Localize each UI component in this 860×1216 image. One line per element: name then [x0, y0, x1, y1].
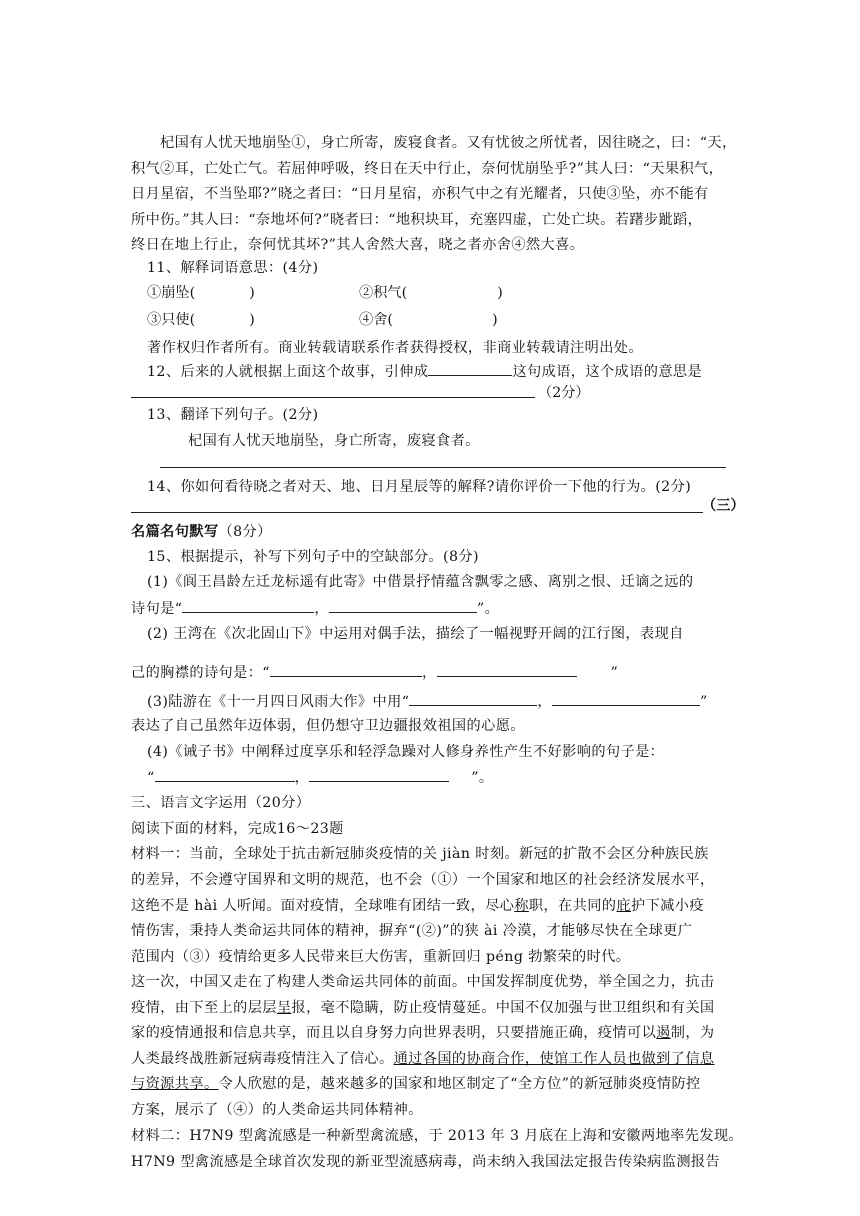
m1-l8-text-b: 制，为 — [670, 1025, 715, 1041]
q15-p3-text: (3)陆游在《十一月四日风雨大作》中用“ — [147, 694, 410, 710]
section-score: （8分） — [218, 524, 272, 540]
m1-l3-text-a: 这绝不是 hài 人听闻。面对疫情，全球唯有团结一致，尽心 — [131, 898, 515, 914]
material-1-line-1: 材料一：当前，全球处于抗击新冠肺炎疫情的关 jiàn 时刻。新冠的扩散不会区分种族民族 — [131, 846, 709, 862]
passage-line-5: 终日在地上行止，奈何忧其坏?”其人舍然大喜，晓之者亦舍④然大喜。 — [131, 237, 585, 253]
q15-part-1-line-1: (1)《阆王昌龄左迁龙标遥有此寄》中借景抒情蕴含飘零之感、离别之恨、迁谪之远的 — [147, 574, 694, 590]
q12-score: （2分） — [538, 385, 590, 401]
q12-text-post: 这句成语，这个成语的意思是 — [512, 364, 703, 380]
q14-answer-line[interactable] — [131, 512, 703, 513]
q15-p1-blank-1[interactable] — [182, 598, 314, 613]
passage-line-4: 所中伤。”其人曰：“奈地坏何?”晓者曰：“地积块耳，充塞四虚，亡处亡块。若躇步跐蹈， — [131, 212, 703, 228]
q15-p3-comma: ， — [537, 694, 552, 710]
question-12 — [147, 361, 747, 382]
q15-part-3-line-1 — [147, 691, 747, 712]
m1-l9-underlined-sentence: 通过各国的协商合作，使馆工作人员也做到了信息 — [393, 1051, 715, 1067]
q11-item-4: ④舍( ) — [359, 312, 498, 328]
q11-item-3: ③只使( ) — [147, 312, 255, 328]
material-1-line-4: 情伤害，秉持人类命运共同体的精神，摒弃“(②)”的狭 ài 冷漠，才能够尽快在全球更广 — [131, 923, 693, 939]
material-1-line-2: 的差异，不会遵守国界和文明的规范，也不会（①）一个国家和地区的社会经济发展水平， — [131, 872, 715, 888]
q15-p3-blank-1[interactable] — [409, 691, 537, 706]
q15-p1-open-quote: 诗句是“ — [131, 601, 183, 617]
q15-part-2-line-1: (2) 王湾在《次北固山下》中运用对偶手法，描绘了一幅视野开阔的江行图，表现自 — [147, 626, 684, 642]
m1-l7-text-a: 疫情，由下至上的层层 — [131, 1000, 277, 1016]
q15-p3-blank-2[interactable] — [552, 691, 700, 706]
q15-part-4-line-1: (4)《诫子书》中阐释过度享乐和轻浮急躁对人修身养性产生不好影响的句子是： — [147, 744, 665, 760]
material-1-line-5: 范围内（③）疫情给更多人民带来巨大伤害，重新回归 péng 勃繁荣的时代。 — [131, 949, 631, 965]
question-15-stem: 15、根据提示，补写下列句子中的空缺部分。(8分) — [147, 549, 479, 565]
part-3-instructions: 阅读下面的材料，完成16～23题 — [131, 821, 344, 837]
material-1-line-6: 这一次，中国又走在了构建人类命运共同体的前面。中国发挥制度优势，举全国之力，抗击 — [131, 974, 715, 990]
m1-l7-text-b: 报，毫不隐瞒，防止疫情蔓延。中国不仅加强与世卫组织和有关国 — [291, 1000, 715, 1016]
m1-l8-underlined-char: 遏 — [656, 1025, 671, 1041]
section-famous-lines — [131, 522, 731, 542]
m1-l10-underlined-sentence: 与资源共享。 — [131, 1076, 219, 1092]
q12-answer-line[interactable] — [131, 397, 535, 398]
q15-p3-close-quote: ” — [699, 694, 708, 710]
question-13-sentence: 杞国有人忧天地崩坠，身亡所寄，废寝食者。 — [188, 433, 480, 449]
m1-l3-underlined-char-1: 称 — [514, 898, 529, 914]
q13-answer-line[interactable] — [160, 467, 726, 468]
q15-p1-close-quote: ”。 — [477, 601, 500, 617]
q15-p1-comma: ， — [314, 601, 330, 617]
material-1-line-7 — [131, 998, 731, 1018]
copyright-notice: 著作权归作者所有。商业转载请联系作者获得授权，非商业转载请注明出处。 — [147, 340, 643, 356]
q15-p4-close-quote: ”。 — [471, 770, 494, 786]
q15-part-4-line-2 — [147, 767, 747, 788]
question-14-stem: 14、你如何看待晓之者对天、地、日月星辰等的解释?请你评价一下他的行为。(2分) — [147, 479, 692, 495]
q15-p4-blank-1[interactable] — [155, 767, 295, 782]
material-2-line-1: 材料二：H7N9 型禽流感是一种新型禽流感，于 2013 年 3 月底在上海和安徽两地率先发现。 — [131, 1128, 744, 1144]
section-title: 名篇名句默写 — [131, 524, 219, 540]
q11-item-1: ①崩坠( ) — [147, 285, 255, 301]
m1-l7-underlined-char: 呈 — [276, 1000, 292, 1016]
m1-l8-text-a: 家的疫情通报和信息共享，而且以自身努力向世界表明，只要措施正确，疫情可以 — [131, 1025, 657, 1041]
passage-line-2: 积气②耳，亡处亡气。若屈伸呼吸，终日在天中行止，奈何忧崩坠乎?”其人曰：“天果积气， — [131, 161, 724, 177]
passage-line-1: 杞国有人忧天地崩坠①，身亡所寄，废寝食者。又有忧彼之所忧者，因往晓之，曰：“天， — [160, 135, 737, 151]
m1-l3-text-c: 护下减小疫 — [630, 898, 704, 914]
material-1-line-9 — [131, 1049, 731, 1069]
passage-line-3: 日月星宿，不当坠耶?”晓之者曰：“日月星宿，亦积气中之有光耀者，只使③坠，亦不能有 — [131, 186, 709, 202]
q15-p2-blank-1[interactable] — [270, 662, 422, 677]
part-3-title: 三、语言文字运用（20分） — [131, 795, 311, 811]
question-11-stem: 11、解释词语意思：(4分) — [147, 260, 319, 276]
q15-part-1-line-2 — [131, 598, 731, 619]
section-numeral-3: （三） — [702, 498, 745, 514]
q15-p2-comma: ， — [421, 665, 437, 681]
q15-p4-open-quote: “ — [147, 770, 155, 786]
material-1-line-3 — [131, 896, 731, 916]
q15-p1-blank-2[interactable] — [329, 598, 477, 613]
q15-part-3-line-2: 表达了自己虽然年迈体弱，但仍想守卫边疆报效祖国的心愿。 — [131, 718, 525, 734]
material-2-line-2: H7N9 型禽流感是全球首次发现的新亚型流感病毒，尚未纳入我国法定报告传染病监测报告 — [131, 1154, 721, 1170]
m1-l3-text-b: 职，在共同的 — [528, 898, 617, 914]
m1-l10-text: 令人欣慰的是，越来越多的国家和地区制定了“全方位”的新冠肺炎疫情防控 — [218, 1076, 701, 1092]
q15-p4-blank-2[interactable] — [309, 767, 449, 782]
q15-p2-close-quote: ” — [610, 665, 619, 681]
material-1-line-10 — [131, 1074, 731, 1094]
material-1-line-8 — [131, 1023, 731, 1043]
q12-blank-idiom[interactable] — [428, 361, 512, 376]
q15-p2-open-quote: 己的胸襟的诗句是：“ — [131, 665, 270, 681]
q15-p4-comma: ， — [294, 770, 310, 786]
q12-text-pre: 12、后来的人就根据上面这个故事，引伸成 — [147, 364, 429, 380]
q11-item-2: ②积气( ) — [359, 285, 503, 301]
m1-l9-text: 人类最终战胜新冠病毒疫情注入了信心。 — [131, 1051, 394, 1067]
q15-p2-blank-2[interactable] — [437, 662, 577, 677]
question-13-stem: 13、翻译下列句子。(2分) — [147, 407, 319, 423]
m1-l3-underlined-char-2: 庇 — [616, 898, 631, 914]
q15-part-2-line-2 — [131, 662, 731, 683]
material-1-line-11: 方案，展示了（④）的人类命运共同体精神。 — [131, 1102, 423, 1118]
